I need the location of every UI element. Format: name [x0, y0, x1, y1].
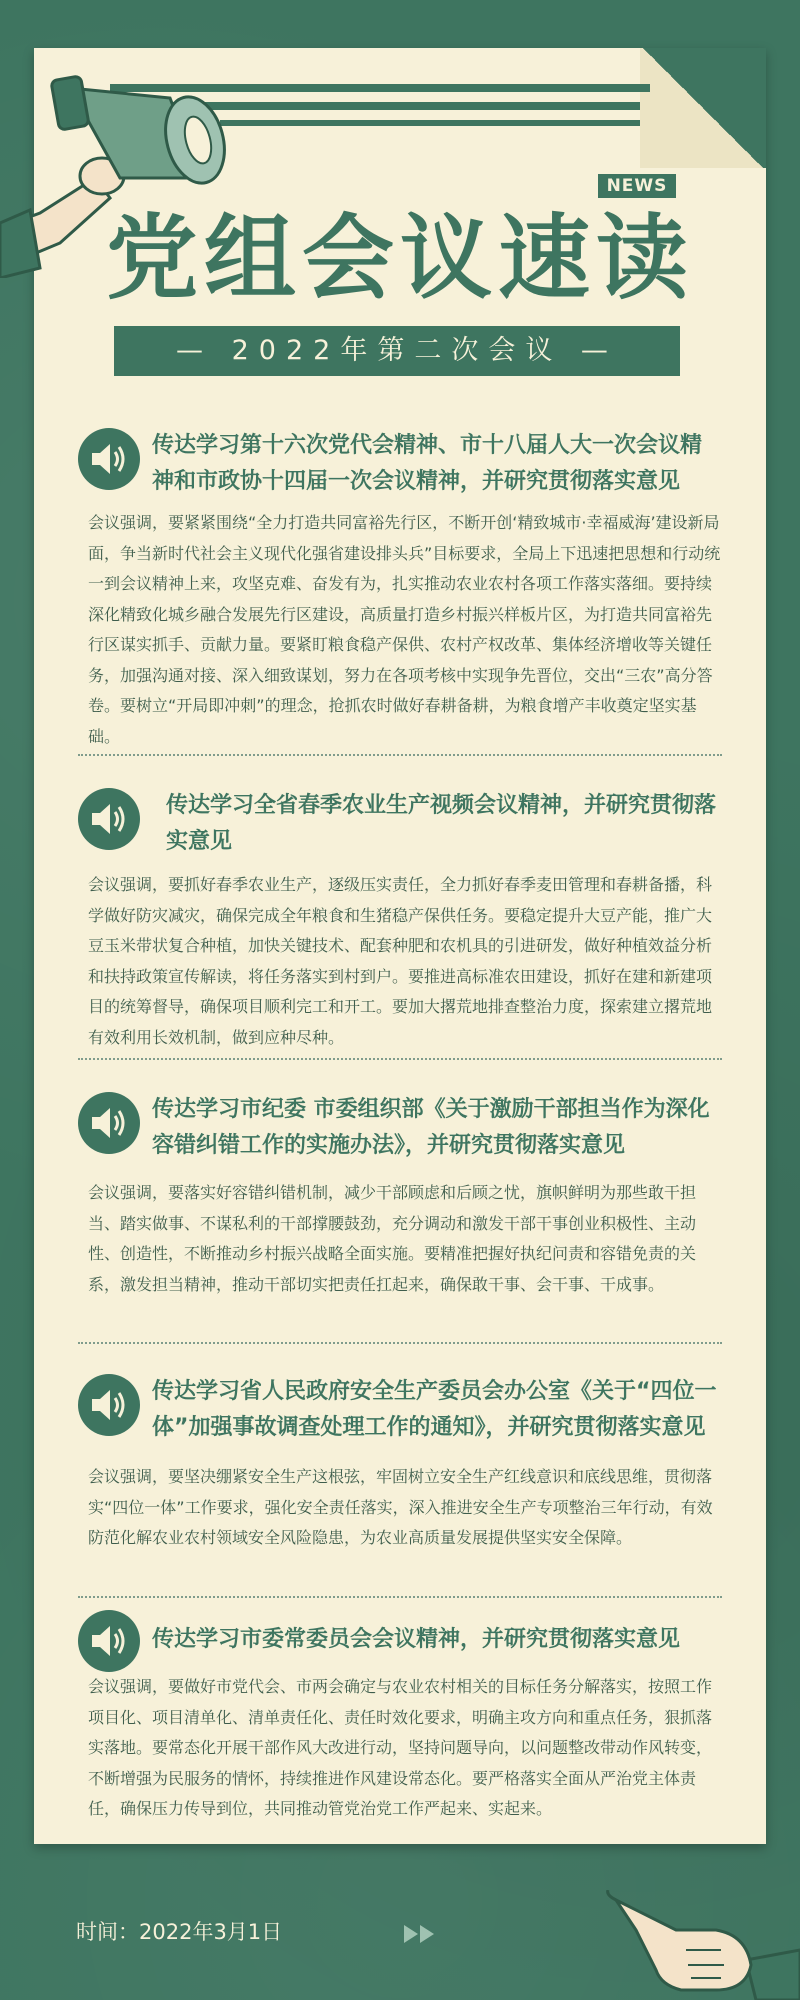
dotted-divider — [78, 1058, 722, 1060]
news-tag: NEWS — [598, 174, 676, 198]
meeting-date: 时间：2022年3月1日 — [76, 1920, 283, 1944]
section-body: 会议强调，要紧紧围绕“全力打造共同富裕先行区，不断开创‘精致城市·幸福威海’建设新局面，争当新时代社会主义现代化强省建设排头兵”目标要求，全局上下迅速把思想和行动统一到会议精神上来，攻坚克难、奋发有为，扎实推动农业农村各项工作落实落细。要持续深化精致化城乡融合发展先行区建设，高质量打造乡村振兴样板片区，为打造共同富裕先行区谋实抓手、贡献力量。要紧盯粮食稳产保供、农村产权改革、集体经济增收等关键任务，加强沟通对接、深入细致谋划，努力在各项考核中实现争先晋位，交出“三农”高分答卷。要树立“开局即冲刺”的理念，抢抓农时做好春耕备耕，为粮食增产丰收奠定坚实基础。 — [88, 513, 721, 746]
page-title: 党组会议速读 — [105, 205, 694, 312]
dotted-divider — [78, 754, 722, 756]
play-arrows-icon — [404, 1925, 438, 1943]
speaker-icon — [78, 1092, 140, 1154]
section-body: 会议强调，要坚决绷紧安全生产这根弦，牢固树立安全生产红线意识和底线思维，贯彻落实“四位一体”工作要求，强化安全责任落实，深入推进安全生产专项整治三年行动，有效防范化解农业农村领域安全风险隐患，为农业高质量发展提供坚实安全保障。 — [88, 1467, 713, 1547]
section-title: 传达学习第十六次党代会精神、市十八届人大一次会议精神和市政协十四届一次会议精神，并研究贯彻落实意见 — [152, 433, 703, 494]
speaker-icon — [78, 428, 140, 490]
dotted-divider — [78, 1342, 722, 1344]
section-body: 会议强调，要落实好容错纠错机制，减少干部顾虑和后顾之忧，旗帜鲜明为那些敢干担当、踏实做事、不谋私利的干部撑腰鼓劲，充分调动和激发干部干事创业积极性、主动性、创造性，不断推动乡村振兴战略全面实施。要精准把握好执纪问责和容错免责的关系，激发担当精神，推动干部切实把责任扛起来，确保敢干事、会干事、干成事。 — [88, 1183, 697, 1294]
section-body: 会议强调，要做好市党代会、市两会确定与农业农村相关的目标任务分解落实，按照工作项目化、项目清单化、清单责任化、责任时效化要求，明确主攻方向和重点任务，狠抓落实落地。要常态化开展干部作风大改进行动，坚持问题导向，以问题整改带动作风转变，不断增强为民服务的情怀，持续推进作风建设常态化。要严格落实全面从严治党主体责任，确保压力传导到位，共同推动管党治党工作严起来、实起来。 — [88, 1677, 713, 1818]
section-title: 传达学习全省春季农业生产视频会议精神，并研究贯彻落实意见 — [166, 793, 717, 854]
meeting-subtitle: — 2022年第二次会议 — — [114, 326, 680, 376]
page-curl — [640, 48, 766, 168]
section-body: 会议强调，要抓好春季农业生产，逐级压实责任，全力抓好春季麦田管理和春耕备播，科学做好防灾减灾，确保完成全年粮食和生猪稳产保供任务。要稳定提升大豆产能，推广大豆玉米带状复合种植，加快关键技术、配套种肥和农机具的引进研发，做好种植效益分析和扶持政策宣传解读，将任务落实到村到户。要推进高标准农田建设，抓好在建和新建项目的统筹督导，确保项目顺利完工和开工。要加大撂荒地排查整治力度，探索建立撂荒地有效利用长效机制，做到应种尽种。 — [88, 875, 713, 1047]
section-title: 传达学习市委常委员会会议精神，并研究贯彻落实意见 — [152, 1627, 681, 1652]
section-title: 传达学习省人民政府安全生产委员会办公室《关于“四位一体”加强事故调查处理工作的通知》，并研究贯彻落实意见 — [152, 1379, 717, 1440]
speaker-icon — [78, 788, 140, 850]
section-title: 传达学习市纪委 市委组织部《关于激励干部担当作为深化容错纠错工作的实施办法》，并研究贯彻落实意见 — [152, 1097, 710, 1158]
speaker-icon — [78, 1610, 140, 1672]
speaker-icon — [78, 1374, 140, 1436]
pointing-hand-icon — [596, 1890, 800, 2000]
dotted-divider — [78, 1596, 722, 1598]
